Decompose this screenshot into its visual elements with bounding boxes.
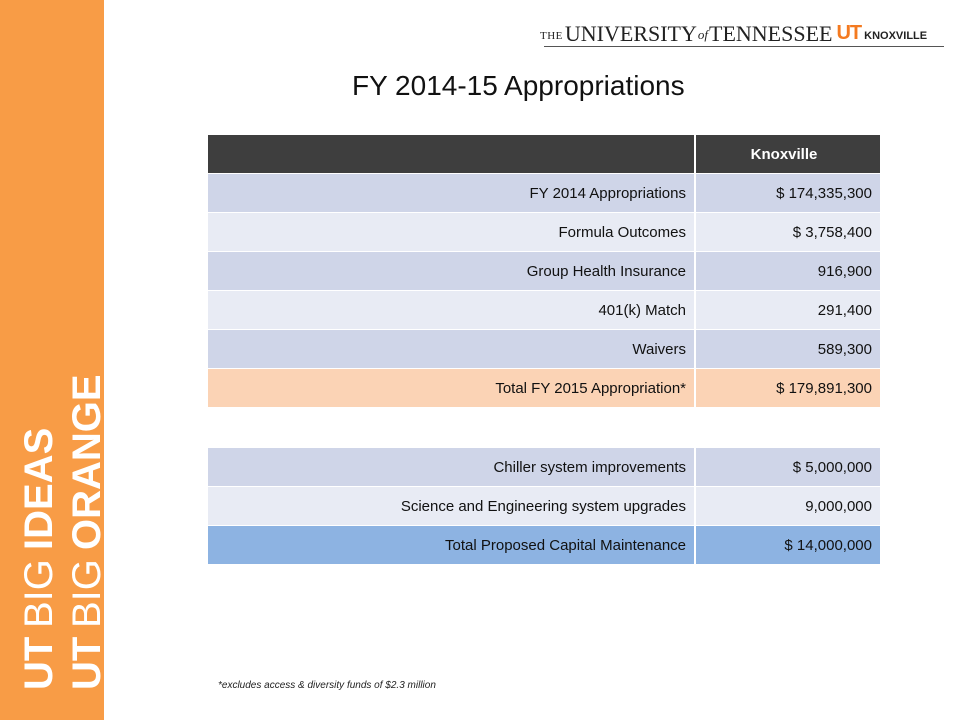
row-value: 589,300 xyxy=(695,330,880,369)
appropriations-table xyxy=(208,135,880,408)
total-value: $ 179,891,300 xyxy=(695,369,880,408)
big-orange-big-ideas-logo xyxy=(0,0,109,720)
row-value: $ 174,335,300 xyxy=(695,174,880,213)
logo-line2-bold: IDEAS xyxy=(17,427,61,550)
row-label: Waivers xyxy=(208,330,695,369)
logo-line1-bold: ORANGE xyxy=(65,374,109,550)
row-value: 916,900 xyxy=(695,252,880,291)
row-label: Science and Engineering system upgrades xyxy=(208,487,695,526)
wordmark-tennessee: TENNESSEE xyxy=(709,21,833,46)
logo-line2-ut: UT xyxy=(17,636,61,690)
row-label: Group Health Insurance xyxy=(208,252,695,291)
row-value: 291,400 xyxy=(695,291,880,330)
page-title: FY 2014-15 Appropriations xyxy=(352,70,685,101)
logo-line1-big: BIG xyxy=(65,559,109,628)
wordmark-of: of xyxy=(697,27,709,42)
row-label: Chiller system improvements xyxy=(208,448,695,487)
header-label-cell xyxy=(208,135,695,174)
ut-mark-icon: UT xyxy=(836,22,862,44)
table-row xyxy=(208,174,880,213)
total-label: Total Proposed Capital Maintenance xyxy=(208,526,695,565)
row-label: Formula Outcomes xyxy=(208,213,695,252)
row-label: FY 2014 Appropriations xyxy=(208,174,695,213)
table-row xyxy=(208,487,880,526)
total-capital-row xyxy=(208,526,880,565)
total-value: $ 14,000,000 xyxy=(695,526,880,565)
university-wordmark xyxy=(540,18,944,46)
row-value: $ 5,000,000 xyxy=(695,448,880,487)
table-row xyxy=(208,291,880,330)
table-row xyxy=(208,448,880,487)
logo-line1-ut: UT xyxy=(65,636,109,690)
row-value: 9,000,000 xyxy=(695,487,880,526)
table-row xyxy=(208,252,880,291)
header-knoxville-cell: Knoxville xyxy=(695,135,880,174)
footnote: *excludes access & diversity funds of $2.3 million xyxy=(218,680,436,691)
table-header-row xyxy=(208,135,880,174)
wordmark-university: UNIVERSITY xyxy=(564,21,697,46)
table-row xyxy=(208,213,880,252)
table-row xyxy=(208,330,880,369)
logo-line2-big: BIG xyxy=(17,559,61,628)
wordmark-the: THE xyxy=(540,30,563,42)
wordmark-underline xyxy=(544,46,944,47)
sidebar-brand-strip xyxy=(0,0,109,720)
total-label: Total FY 2015 Appropriation* xyxy=(208,369,695,408)
row-label: 401(k) Match xyxy=(208,291,695,330)
total-appropriation-row xyxy=(208,369,880,408)
row-value: $ 3,758,400 xyxy=(695,213,880,252)
capital-maintenance-table xyxy=(208,448,880,565)
wordmark-knoxville: KNOXVILLE xyxy=(864,30,928,42)
